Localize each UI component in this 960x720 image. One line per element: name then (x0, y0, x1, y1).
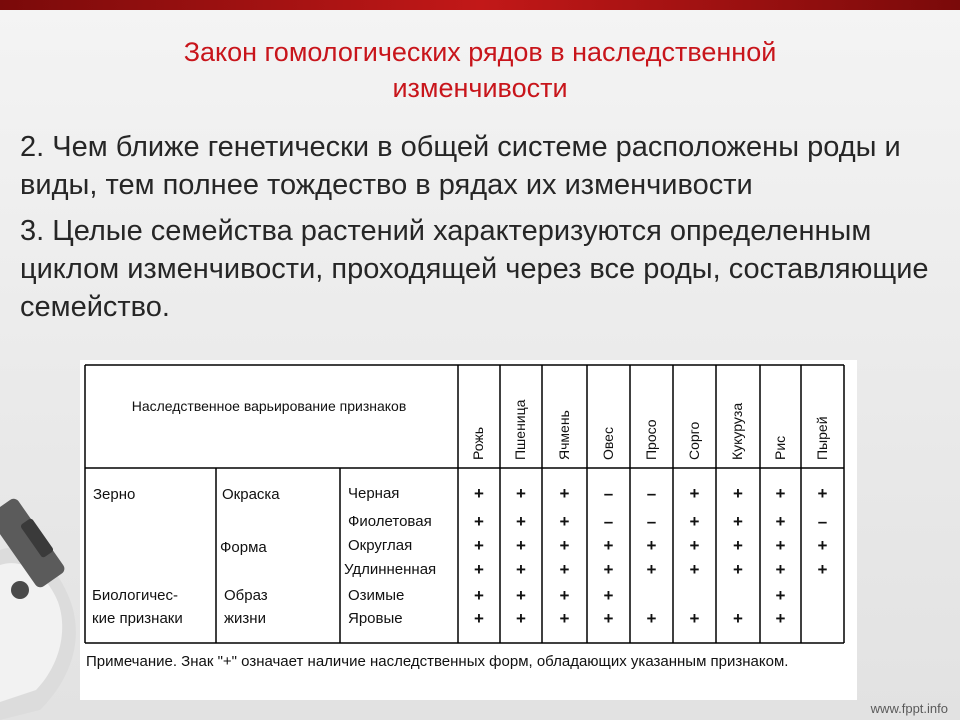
slide-title (0, 34, 960, 106)
table-mark: + (474, 536, 484, 555)
title-line-2: изменчивости (392, 73, 568, 103)
row-label-life-2: жизни (224, 610, 266, 627)
table-mark: + (817, 560, 828, 579)
table-mark: + (559, 560, 570, 579)
table-mark: + (474, 586, 484, 605)
title-line-1: Закон гомологических рядов в наследственной (183, 37, 777, 67)
table-mark: + (474, 512, 484, 531)
row-label-color: Окраска (222, 486, 280, 503)
column-header: Ячмень (555, 410, 572, 460)
table-note: Примечание. Знак "+" означает наличие наследственных форм, обладающих указанным признаком. (86, 653, 789, 670)
column-header: Просо (642, 419, 659, 460)
row-label-shape: Форма (220, 539, 267, 556)
table-mark: + (516, 484, 526, 503)
table-mark: + (603, 586, 614, 605)
column-header: Пырей (813, 416, 830, 460)
trait-label: Удлинненная (344, 561, 437, 578)
point-3: 3. Целые семейства растений характеризуются определенным циклом изменчивости, проходящей через все роды, составляющие семейство. (20, 215, 929, 323)
point-2: 2. Чем ближе генетически в общей системе расположены роды и виды, тем полнее тождество в рядах их изменчивости (20, 131, 901, 201)
variation-table (80, 360, 857, 700)
column-header: Сорго (685, 421, 702, 460)
trait-label: Яровые (348, 610, 403, 627)
column-header: Пшеница (512, 399, 528, 460)
top-decor-stripe (0, 0, 960, 10)
table-mark: + (733, 536, 743, 555)
table-mark: + (603, 536, 614, 555)
row-label-life-1: Образ (224, 587, 268, 604)
table-mark: + (775, 512, 786, 531)
table-mark: + (646, 536, 657, 555)
table-mark: + (559, 586, 570, 605)
column-header: Рис (771, 435, 788, 460)
trait-label: Черная (348, 485, 400, 502)
table-mark: – (646, 484, 657, 503)
table-mark: + (646, 609, 657, 628)
table-mark: + (646, 560, 657, 579)
table-mark: + (775, 609, 786, 628)
table-mark: + (474, 560, 484, 579)
row-label-bio-2: кие признаки (92, 610, 183, 627)
table-mark: + (775, 484, 786, 503)
trait-label: Округлая (348, 537, 413, 554)
table-mark: + (775, 586, 786, 605)
table-mark: + (474, 484, 484, 503)
watermark: www.fppt.info (870, 701, 948, 716)
column-header: Рожь (470, 426, 486, 460)
table-mark: – (603, 512, 614, 531)
slide-body (20, 128, 950, 326)
row-label-bio-1: Биологичес- (92, 587, 179, 604)
table-mark: + (516, 609, 526, 628)
table-mark: + (474, 609, 484, 628)
table-mark: + (733, 609, 743, 628)
table-header-label: Наследственное варьирование признаков (131, 398, 407, 414)
table-mark: + (733, 484, 743, 503)
table-mark: + (559, 512, 570, 531)
column-header: Овес (599, 427, 616, 460)
table-mark: + (603, 560, 614, 579)
table-mark: + (689, 484, 700, 503)
table-mark: + (603, 609, 614, 628)
table-mark: + (775, 536, 786, 555)
table-mark: + (733, 512, 743, 531)
table-mark: + (689, 512, 700, 531)
table-mark: + (689, 536, 700, 555)
microscope-icon (0, 470, 90, 720)
table-mark: + (559, 484, 570, 503)
column-header: Кукуруза (729, 402, 745, 460)
table-mark: + (516, 586, 526, 605)
table-mark: – (646, 512, 657, 531)
table-mark: + (775, 560, 786, 579)
table-mark: + (817, 484, 828, 503)
trait-label: Озимые (348, 587, 405, 604)
table-mark: – (817, 512, 828, 531)
trait-label: Фиолетовая (348, 513, 432, 530)
table-mark: + (516, 536, 526, 555)
table-mark: + (559, 536, 570, 555)
table-mark: + (559, 609, 570, 628)
table-mark: + (817, 536, 828, 555)
table-mark: + (516, 512, 526, 531)
table-mark: – (603, 484, 614, 503)
table-mark: + (516, 560, 526, 579)
table-mark: + (689, 560, 700, 579)
table-mark: + (733, 560, 743, 579)
table-mark: + (689, 609, 700, 628)
row-label-grain: Зерно (93, 486, 136, 503)
